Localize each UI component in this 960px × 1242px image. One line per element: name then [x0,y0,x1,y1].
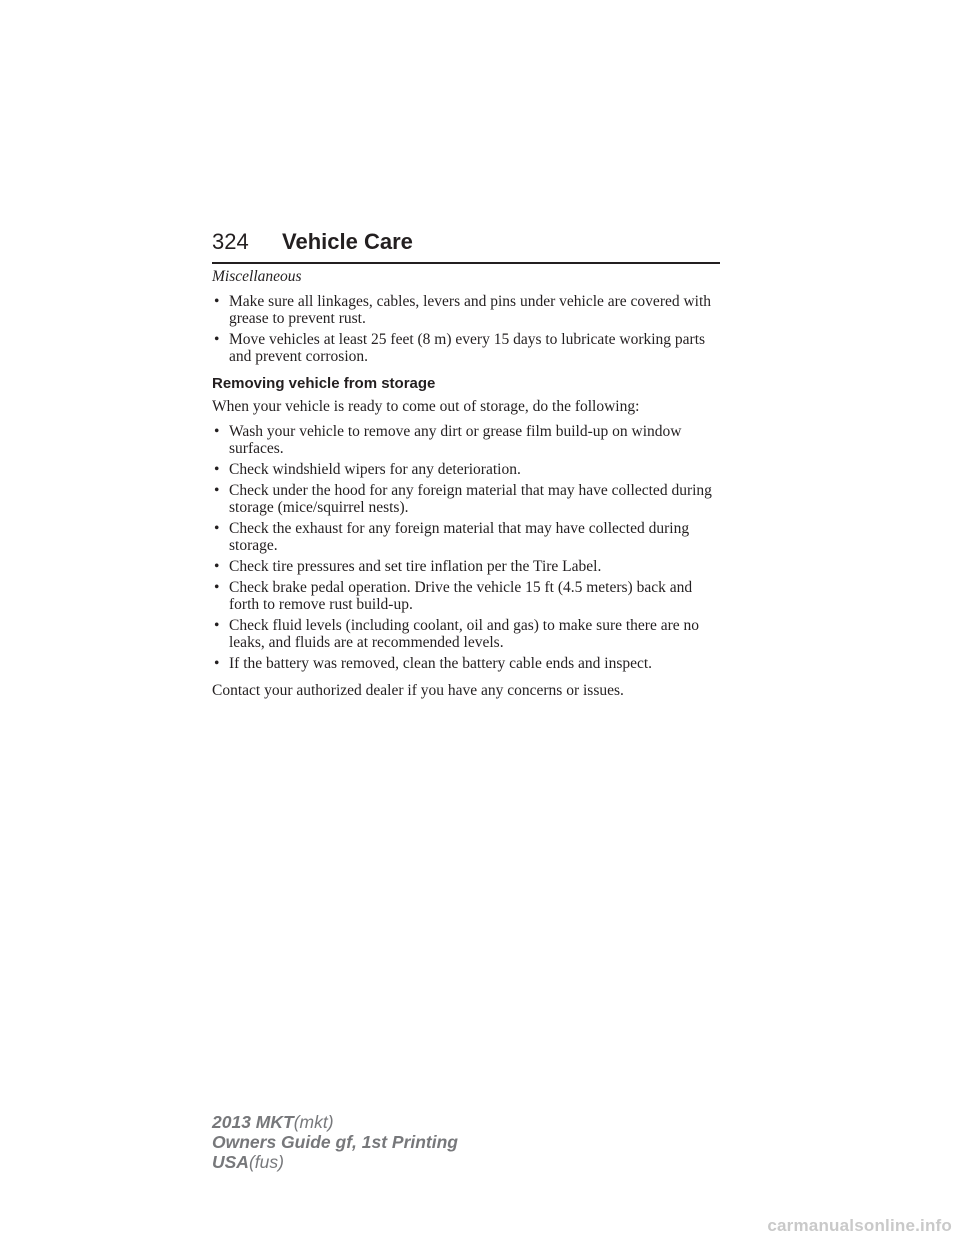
bullet-icon: • [214,331,220,348]
removing-list [212,423,724,672]
bullet-icon: • [214,579,220,596]
section-title: Vehicle Care [282,229,413,254]
bullet-icon: • [214,482,220,499]
bullet-icon: • [214,461,220,478]
list-item-text: Check fluid levels (including coolant, oil and gas) to make sure there are no leaks, and fluids are at recommended levels. [229,617,700,651]
removing-intro: When your vehicle is ready to come out of storage, do the following: [212,398,640,415]
bullet-icon: • [214,655,220,672]
list-item-text: Wash your vehicle to remove any dirt or grease film build-up on window surfaces. [229,423,682,457]
list-item-text: Check the exhaust for any foreign material that may have collected during storage. [229,520,690,554]
footer-model-code: (mkt) [293,1112,334,1132]
list-item-text: Check tire pressures and set tire inflation per the Tire Label. [229,558,602,575]
footer-model: 2013 MKT [212,1112,294,1132]
list-item [212,520,724,554]
bullet-icon: • [214,617,220,634]
miscellaneous-heading: Miscellaneous [212,268,302,285]
footer-line-model [212,1112,458,1132]
list-item-text: If the battery was removed, clean the battery cable ends and inspect. [229,655,653,672]
list-item-text: Check brake pedal operation. Drive the vehicle 15 ft (4.5 meters) back and forth to remove rust build-up. [229,579,693,613]
list-item [212,482,724,516]
footer-line-market [212,1152,458,1172]
list-item [212,461,724,478]
miscellaneous-list [212,293,724,365]
page-number: 324 [212,229,249,254]
list-item [212,423,724,457]
bullet-icon: • [214,558,220,575]
footer-market-code: (fus) [248,1152,284,1172]
closing-paragraph: Contact your authorized dealer if you have any concerns or issues. [212,682,624,699]
footer-edition: Owners Guide gf, 1st Printing [212,1132,458,1152]
list-item [212,617,724,651]
list-item [212,655,724,672]
list-item [212,579,724,613]
footer-market: USA [212,1152,249,1172]
list-item-text: Check under the hood for any foreign material that may have collected during storage (mice/squirrel nests). [229,482,712,516]
page-content [212,268,724,707]
watermark: carmanualsonline.info [767,1216,952,1235]
removing-heading: Removing vehicle from storage [212,375,436,392]
list-item [212,558,724,575]
list-item-text: Check windshield wipers for any deterioration. [229,461,521,478]
print-footer [212,1112,458,1172]
page-header [212,226,720,264]
bullet-icon: • [214,423,220,440]
list-item [212,293,724,327]
bullet-icon: • [214,293,220,310]
list-item-text: Make sure all linkages, cables, levers and pins under vehicle are covered with grease to prevent rust. [229,293,712,327]
list-item [212,331,724,365]
bullet-icon: • [214,520,220,537]
list-item-text: Move vehicles at least 25 feet (8 m) every 15 days to lubricate working parts and prevent corrosion. [229,331,706,365]
